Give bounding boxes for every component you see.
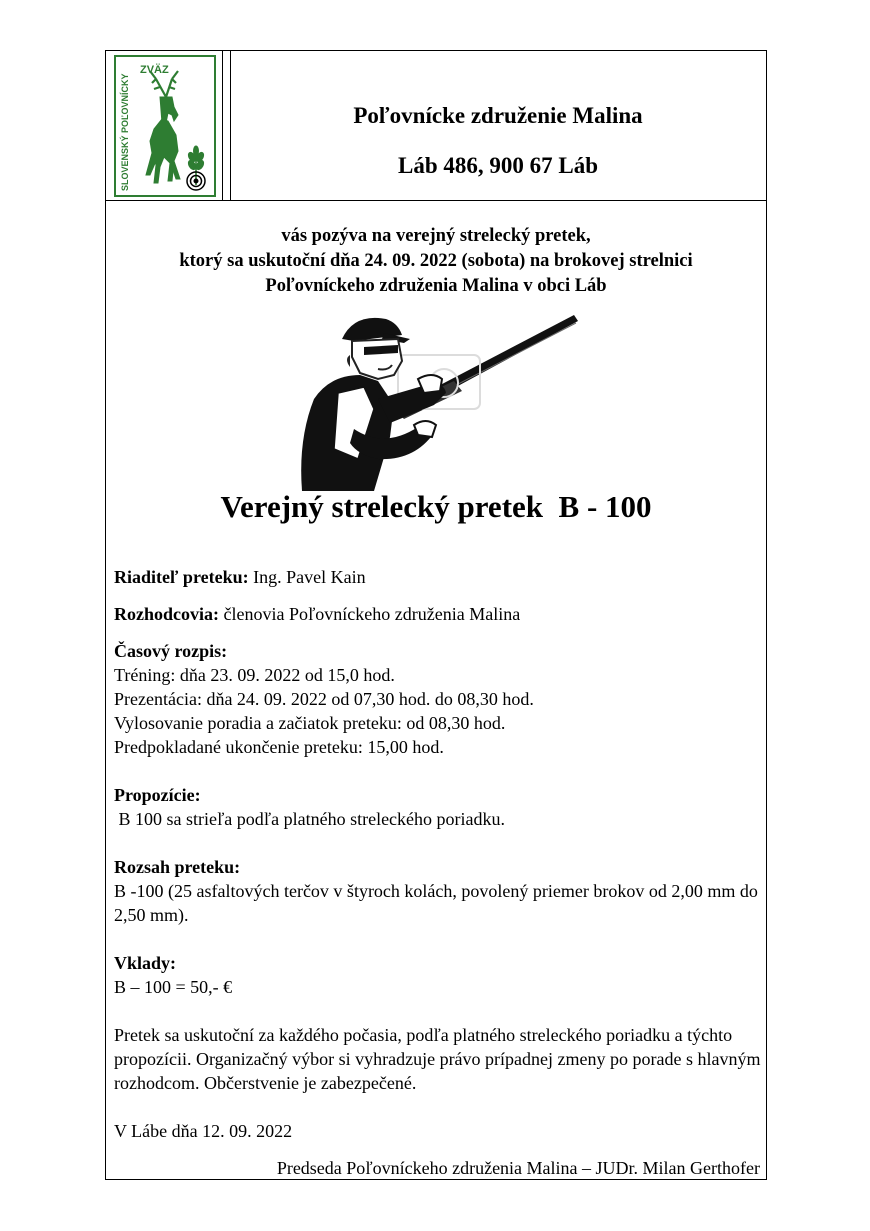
notice-text: Pretek sa uskutoční za každého počasia, podľa platného streleckého poriadku a týchto propozícii. Organizačný výbor si vyhradzuje právo prípadnej zmeny po porade s hlavným rozhodcom. Občerstvenie je zabezpečené. [114,1025,761,1093]
fees-text: B – 100 = 50,- € [114,977,233,997]
schedule-item: Vylosovanie poradia a začiatok preteku: od 08,30 hod. [114,713,506,733]
scope-text: B -100 (25 asfaltových terčov v štyroch kolách, povolený priemer brokov od 2,00 mm do 2,50 mm). [114,881,758,925]
invitation-line-1: vás pozýva na verejný strelecký pretek, [281,226,591,246]
invitation-line-2: ktorý sa uskutoční dňa 24. 09. 2022 (sobota) na brokovej strelnici [179,251,693,271]
document-frame [105,50,767,1180]
place-date: V Lábe dňa 12. 09. 2022 [114,1121,293,1141]
logo-top-text: ZVÄZ [140,64,169,76]
invitation-text [106,224,766,299]
propositions-text: B 100 sa strieľa podľa platného streleckého poriadku. [114,809,506,829]
logo-side-text: SLOVENSKÝ POĽOVNÍCKY [120,73,130,191]
judges-label: Rozhodcovia: [114,604,219,624]
schedule-label: Časový rozpis: [114,641,228,661]
scope-label: Rozsah preteku: [114,857,241,877]
shooter-illustration [294,309,584,491]
signature-line: Predseda Poľovníckeho združenia Malina – JUDr. Milan Gerthofer [276,1158,760,1178]
organization-name: Poľovnícke združenie Malina [353,103,643,128]
header [106,51,766,201]
event-details [114,565,764,1143]
invitation-line-3: Poľovníckeho združenia Malina v obci Láb [265,276,607,296]
organization-address: Láb 486, 900 67 Láb [397,153,598,178]
propositions-label: Propozície: [114,785,201,805]
schedule-item: Tréning: dňa 23. 09. 2022 od 15,0 hod. [114,665,395,685]
event-title: Verejný strelecký pretek B - 100 [220,489,652,524]
schedule-item: Prezentácia: dňa 24. 09. 2022 od 07,30 hod. do 08,30 hod. [114,689,534,709]
deer-logo-icon [116,57,214,195]
fees-label: Vklady: [114,953,177,973]
schedule-item: Predpokladané ukončenie preteku: 15,00 hod. [114,737,444,757]
director-line [114,565,764,589]
judges-line [114,602,764,626]
judges-value: členovia Poľovníckeho združenia Malina [219,604,521,624]
logo-cell [106,51,231,200]
director-label: Riaditeľ preteku: [114,567,249,587]
association-logo [114,55,216,197]
director-value: Ing. Pavel Kain [248,567,366,587]
